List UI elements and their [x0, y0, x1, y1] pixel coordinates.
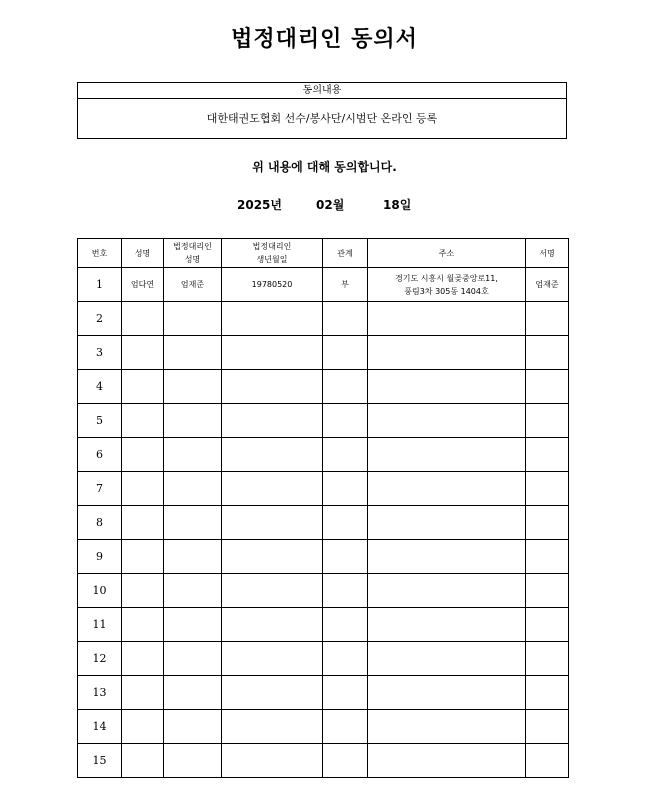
- row-address: [368, 574, 526, 608]
- header-guardian-name-line1: 법정대리인: [173, 242, 212, 251]
- row-name: [122, 710, 164, 744]
- row-relation: [323, 472, 368, 506]
- row-signature: [526, 370, 569, 404]
- row-signature: [526, 506, 569, 540]
- date-year: 2025년: [237, 198, 282, 212]
- row-address: [368, 744, 526, 778]
- row-address: [368, 608, 526, 642]
- table-row: [78, 744, 569, 778]
- row-guardian-name: [164, 472, 222, 506]
- row-signature: [526, 404, 569, 438]
- document-title: 법정대리인 동의서: [231, 27, 418, 52]
- row-guardian-birth: [222, 540, 323, 574]
- row-relation: [323, 744, 368, 778]
- header-guardian-birth-line2: 생년월일: [256, 255, 288, 264]
- table-row: [78, 608, 569, 642]
- row-relation: [323, 642, 368, 676]
- row-number: 11: [78, 608, 122, 642]
- table-row: [78, 404, 569, 438]
- row-relation: [323, 404, 368, 438]
- table-header-row: [78, 239, 569, 268]
- row-name: [122, 676, 164, 710]
- date-day: 18일: [383, 198, 412, 212]
- row-signature: [526, 744, 569, 778]
- row-signature: [526, 438, 569, 472]
- row-guardian-name: [164, 676, 222, 710]
- row-guardian-birth: [222, 336, 323, 370]
- row-guardian-birth: [222, 642, 323, 676]
- row-guardian-birth: [222, 302, 323, 336]
- table-row: [78, 574, 569, 608]
- row-relation: [323, 336, 368, 370]
- row-number: 1: [78, 268, 122, 302]
- row-address: [368, 472, 526, 506]
- row-address: [368, 710, 526, 744]
- row-name: [122, 336, 164, 370]
- table-row: [78, 302, 569, 336]
- row-guardian-birth: [222, 438, 323, 472]
- row-address: [368, 438, 526, 472]
- row-number: 9: [78, 540, 122, 574]
- row-guardian-name: [164, 438, 222, 472]
- date-month: 02월: [316, 198, 345, 212]
- row-signature: [526, 710, 569, 744]
- row-number: 6: [78, 438, 122, 472]
- row-name: [122, 302, 164, 336]
- row-signature: [526, 336, 569, 370]
- table-row: [78, 438, 569, 472]
- row-address: [368, 302, 526, 336]
- row-guardian-name: [164, 608, 222, 642]
- row-number: 3: [78, 336, 122, 370]
- row-relation: [323, 710, 368, 744]
- row-guardian-birth: [222, 676, 323, 710]
- row-relation: [323, 608, 368, 642]
- row-name: [122, 540, 164, 574]
- row-signature: [526, 302, 569, 336]
- row-signature: 엄재준: [526, 268, 569, 302]
- row-guardian-name: [164, 540, 222, 574]
- row-name: [122, 472, 164, 506]
- row-number: 4: [78, 370, 122, 404]
- row-guardian-birth: [222, 608, 323, 642]
- header-signature: 서명: [526, 239, 569, 268]
- row-guardian-birth: [222, 404, 323, 438]
- row-guardian-name: [164, 370, 222, 404]
- row-guardian-name: [164, 642, 222, 676]
- row-address: [368, 404, 526, 438]
- row-name: [122, 370, 164, 404]
- header-guardian-birth: [222, 239, 323, 268]
- header-address: 주소: [368, 239, 526, 268]
- table-row: [78, 676, 569, 710]
- row-guardian-name: [164, 336, 222, 370]
- table-row: [78, 506, 569, 540]
- row-number: 15: [78, 744, 122, 778]
- row-name: [122, 608, 164, 642]
- row-number: 10: [78, 574, 122, 608]
- row-number: 12: [78, 642, 122, 676]
- row-relation: [323, 540, 368, 574]
- row-signature: [526, 642, 569, 676]
- row-guardian-birth: [222, 370, 323, 404]
- row-address: [368, 642, 526, 676]
- row-number: 8: [78, 506, 122, 540]
- header-guardian-birth-line1: 법정대리인: [252, 242, 292, 251]
- row-signature: [526, 608, 569, 642]
- row-number: 7: [78, 472, 122, 506]
- header-guardian-name: [164, 239, 222, 268]
- row-guardian-birth: [222, 472, 323, 506]
- row-name: [122, 506, 164, 540]
- consent-header: 동의내용: [78, 83, 566, 99]
- table-row: [78, 472, 569, 506]
- row-number: 5: [78, 404, 122, 438]
- consent-box: [77, 82, 567, 139]
- row-name: [122, 744, 164, 778]
- header-relation: 관계: [323, 239, 368, 268]
- row-name: [122, 404, 164, 438]
- row-guardian-birth: [222, 744, 323, 778]
- row-relation: 부: [323, 268, 368, 302]
- row-address: [368, 268, 526, 302]
- row-guardian-birth: [222, 710, 323, 744]
- row-guardian-name: [164, 744, 222, 778]
- row-address: [368, 506, 526, 540]
- row-address-line2: 풍림3차 305동 1404호: [404, 286, 489, 296]
- row-signature: [526, 472, 569, 506]
- row-number: 14: [78, 710, 122, 744]
- row-name: 엄다연: [122, 268, 164, 302]
- guardian-table: [77, 238, 569, 778]
- row-signature: [526, 540, 569, 574]
- row-name: [122, 574, 164, 608]
- row-name: [122, 642, 164, 676]
- row-relation: [323, 438, 368, 472]
- consent-content: 대한태권도협회 선수/봉사단/시범단 온라인 등록: [206, 112, 438, 125]
- row-number: 2: [78, 302, 122, 336]
- header-guardian-name-line2: 성명: [184, 255, 201, 264]
- row-address: [368, 336, 526, 370]
- row-guardian-birth: 19780520: [222, 268, 323, 302]
- row-guardian-name: [164, 506, 222, 540]
- row-relation: [323, 676, 368, 710]
- header-no: 번호: [78, 239, 122, 268]
- table-row: [78, 540, 569, 574]
- row-guardian-name: [164, 710, 222, 744]
- row-address: [368, 540, 526, 574]
- row-guardian-birth: [222, 574, 323, 608]
- row-signature: [526, 574, 569, 608]
- row-guardian-name: [164, 574, 222, 608]
- table-row: [78, 370, 569, 404]
- row-guardian-name: [164, 302, 222, 336]
- row-relation: [323, 574, 368, 608]
- header-name: 성명: [122, 239, 164, 268]
- table-row: [78, 710, 569, 744]
- row-address-line1: 경기도 시흥시 월곶중앙로11,: [395, 273, 498, 283]
- row-guardian-name: 엄재준: [164, 268, 222, 302]
- row-guardian-name: [164, 404, 222, 438]
- table-row: [78, 268, 569, 302]
- table-row: [78, 642, 569, 676]
- row-guardian-birth: [222, 506, 323, 540]
- row-signature: [526, 676, 569, 710]
- row-address: [368, 676, 526, 710]
- agreement-statement: 위 내용에 대해 동의합니다.: [252, 160, 397, 174]
- row-name: [122, 438, 164, 472]
- table-row: [78, 336, 569, 370]
- row-number: 13: [78, 676, 122, 710]
- row-relation: [323, 506, 368, 540]
- row-relation: [323, 302, 368, 336]
- row-relation: [323, 370, 368, 404]
- row-address: [368, 370, 526, 404]
